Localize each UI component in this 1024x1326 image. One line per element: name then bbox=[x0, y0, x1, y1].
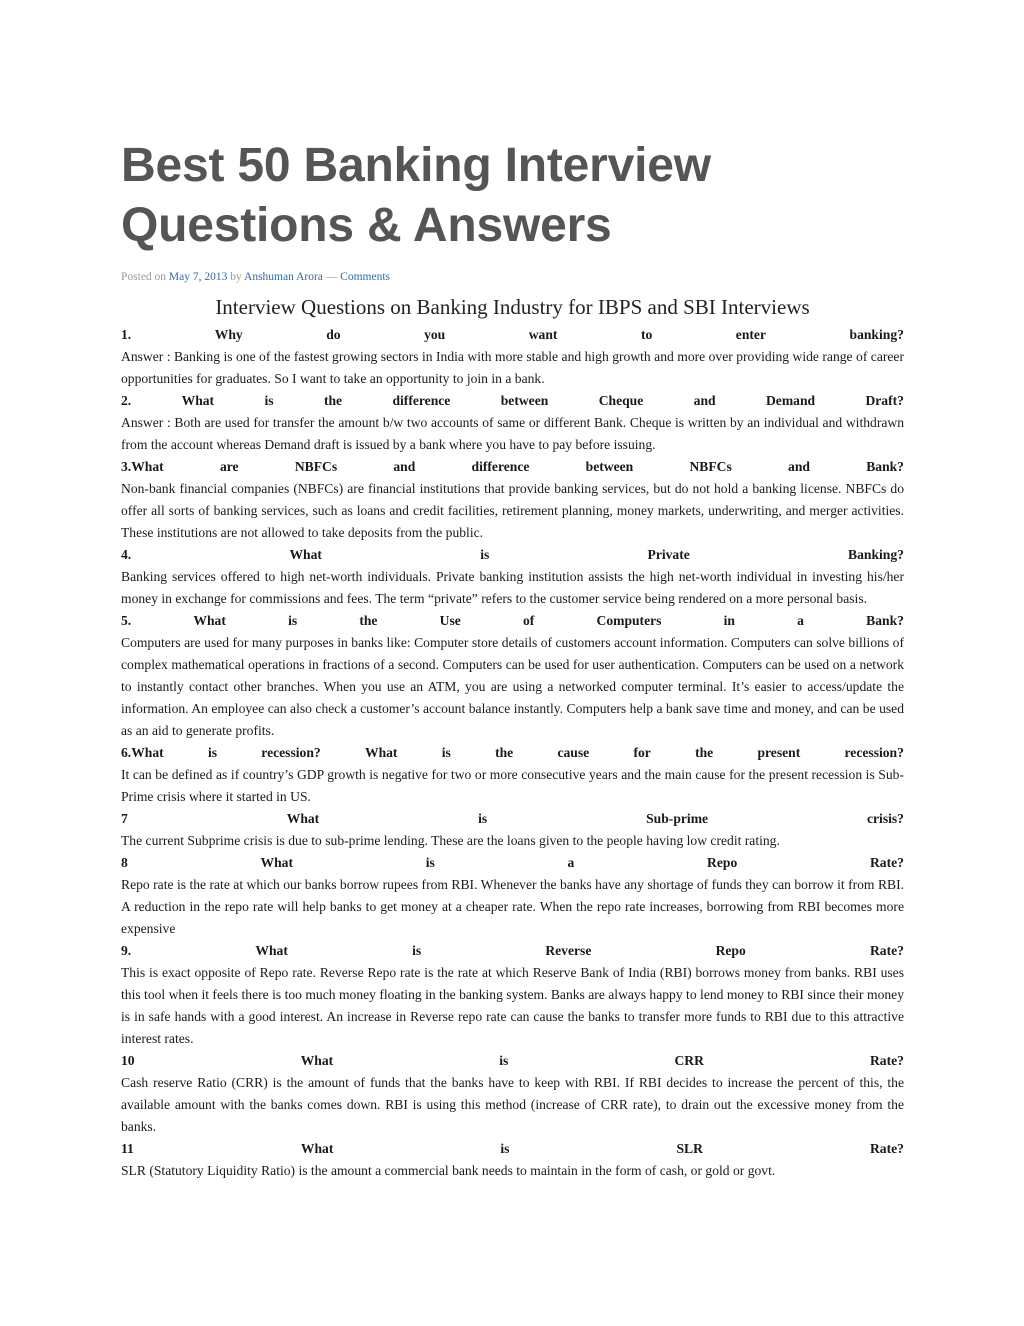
question-heading bbox=[121, 808, 904, 830]
comments-link[interactable]: Comments bbox=[340, 271, 390, 283]
question-word: is bbox=[441, 745, 451, 760]
post-meta bbox=[121, 268, 904, 286]
question-word: NBFCs bbox=[689, 459, 732, 474]
article bbox=[121, 136, 904, 1182]
question-word: between bbox=[500, 393, 549, 408]
answer-text: This is exact opposite of Repo rate. Reverse Repo rate is the rate at which Reserve Bank of India (RBI) borrows money from banks. RBI uses this tool when it feels there is too much money floating in the banking system. Banks are always happy to lend money to RBI since their money is in safe hands with a good interest. An increase in Reverse repo rate can cause the banks to transfer more funds to RBI due to this attractive interest rates. bbox=[121, 965, 904, 1046]
question-word: is bbox=[207, 745, 218, 760]
question-word: What bbox=[289, 547, 322, 562]
question-word: 6.What bbox=[121, 745, 164, 760]
question-word: What bbox=[181, 393, 215, 408]
question-word: the bbox=[695, 745, 714, 760]
question-word: are bbox=[219, 459, 239, 474]
question-word: 1. bbox=[121, 327, 132, 342]
question-word: crisis? bbox=[866, 811, 904, 826]
answer-text: Repo rate is the rate at which our banks borrow rupees from RBI. Whenever the banks have any shortage of funds they can borrow it from RBI. A reduction in the repo rate will help banks to get money at a cheaper rate. When the repo rate increases, borrowing from RBI becomes more expensive bbox=[121, 877, 904, 936]
title-line-2: Questions & Answers bbox=[121, 199, 612, 252]
question-word: the bbox=[495, 745, 514, 760]
qa-list bbox=[121, 324, 904, 1182]
question-word: you bbox=[424, 327, 446, 342]
question-word: and bbox=[693, 393, 716, 408]
question-word: in bbox=[723, 613, 735, 628]
question-word: and bbox=[788, 459, 810, 474]
question-word: SLR bbox=[676, 1141, 703, 1156]
answer-text: Answer : Banking is one of the fastest growing sectors in India with more stable and high growth and more over providing wide range of career opportunities for graduates. So I want to take an opportunity to join in a bank. bbox=[121, 349, 904, 386]
question-word: enter bbox=[735, 327, 766, 342]
question-word: Rate? bbox=[869, 1141, 904, 1156]
question-word: 11 bbox=[121, 1141, 134, 1156]
question-heading bbox=[121, 324, 904, 346]
question-word: What bbox=[300, 1141, 334, 1156]
question-heading bbox=[121, 742, 904, 764]
question-word: Repo bbox=[707, 855, 738, 870]
question-heading bbox=[121, 852, 904, 874]
question-word: cause bbox=[557, 745, 590, 760]
question-word: is bbox=[500, 1141, 510, 1156]
question-word: is bbox=[264, 393, 274, 408]
question-word: Draft? bbox=[865, 393, 904, 408]
question-word: 9. bbox=[121, 943, 132, 958]
question-word: 3.What bbox=[121, 459, 164, 474]
question-word: 5. bbox=[121, 613, 132, 628]
question-word: What bbox=[286, 811, 320, 826]
question-word: recession? bbox=[844, 745, 904, 760]
question-word: banking? bbox=[849, 327, 904, 342]
question-word: Repo bbox=[715, 943, 746, 958]
article-subtitle: Interview Questions on Banking Industry for IBPS and SBI Interviews bbox=[215, 295, 810, 319]
question-word: want bbox=[528, 327, 558, 342]
answer-text: Cash reserve Ratio (CRR) is the amount of funds that the banks have to keep with RBI. If RBI decides to increase the percent of this, the available amount with the banks comes down. RBI is using this method (increase of CRR rate), to drain out the excessive money from the banks. bbox=[121, 1075, 904, 1134]
question-word: Use bbox=[439, 613, 461, 628]
question-word: Bank? bbox=[866, 613, 904, 628]
question-word: is bbox=[425, 855, 435, 870]
question-word: 7 bbox=[121, 811, 128, 826]
question-heading bbox=[121, 940, 904, 962]
question-word: Private bbox=[647, 547, 690, 562]
question-word: Computers bbox=[596, 613, 662, 628]
question-word: of bbox=[522, 613, 535, 628]
question-word: Rate? bbox=[869, 943, 904, 958]
post-date-link[interactable]: May 7, 2013 bbox=[168, 271, 228, 283]
question-heading bbox=[121, 544, 904, 566]
question-word: NBFCs bbox=[294, 459, 338, 474]
question-word: the bbox=[359, 613, 378, 628]
question-word: Rate? bbox=[869, 1053, 904, 1068]
question-word: is bbox=[480, 547, 490, 562]
question-word: recession? bbox=[261, 745, 321, 760]
question-word: 10 bbox=[121, 1053, 135, 1068]
answer-text: Non-bank financial companies (NBFCs) are financial institutions that provide banking services, but do not hold a banking license. NBFCs do offer all sorts of banking services, such as loans and credit facilities, retirement planning, money markets, underwriting, and merger activities. These institutions are not allowed to take deposits from the public. bbox=[121, 481, 904, 540]
by-label: by bbox=[230, 271, 242, 283]
question-word: What bbox=[364, 745, 398, 760]
question-word: 2. bbox=[121, 393, 132, 408]
question-word: is bbox=[412, 943, 422, 958]
title-line-1: Best 50 Banking Interview bbox=[121, 139, 711, 192]
answer-text: Computers are used for many purposes in banks like: Computer store details of customers account information. Computers can solve billions of complex mathematical operations in fractions of a second. Computers can be used for user authentication. Computers can be used on a network to instantly contact other branches. When you use an ATM, you are using a networked computer terminal. It’s easier to access/update the information. An employee can also check a customer’s account balance instantly. Computers help a bank save time and money, and can be used as an aid to generate profits. bbox=[121, 635, 904, 738]
meta-separator: — bbox=[325, 271, 338, 283]
question-heading bbox=[121, 456, 904, 478]
answer-text: Banking services offered to high net-worth individuals. Private banking institution assists the high net-worth individual in investing his/her money in exchange for commissions and fees. The term “private” refers to the customer service being rendered on a more personal basis. bbox=[121, 569, 904, 606]
question-word: and bbox=[393, 459, 416, 474]
question-word: Demand bbox=[765, 393, 816, 408]
question-word: do bbox=[326, 327, 341, 342]
question-word: is bbox=[499, 1053, 509, 1068]
question-word: for bbox=[633, 745, 651, 760]
answer-text: SLR (Statutory Liquidity Ratio) is the amount a commercial bank needs to maintain in the form of cash, or gold or govt. bbox=[121, 1163, 776, 1178]
question-word: to bbox=[640, 327, 653, 342]
question-word: 8 bbox=[121, 855, 128, 870]
question-heading bbox=[121, 1138, 904, 1160]
question-word: a bbox=[797, 613, 804, 628]
question-word: Cheque bbox=[598, 393, 644, 408]
question-word: Rate? bbox=[869, 855, 904, 870]
question-word: is bbox=[478, 811, 488, 826]
question-word: difference bbox=[392, 393, 451, 408]
question-word: present bbox=[757, 745, 801, 760]
question-word: difference bbox=[471, 459, 530, 474]
question-word: the bbox=[323, 393, 343, 408]
question-heading bbox=[121, 610, 904, 632]
question-heading bbox=[121, 390, 904, 412]
question-word: Why bbox=[214, 327, 243, 342]
question-word: What bbox=[260, 855, 293, 870]
question-word: between bbox=[585, 459, 634, 474]
question-word: CRR bbox=[674, 1053, 704, 1068]
question-word: Sub-prime bbox=[646, 811, 709, 826]
question-heading bbox=[121, 1050, 904, 1072]
question-word: What bbox=[255, 943, 288, 958]
page-title bbox=[121, 136, 904, 256]
question-word: Banking? bbox=[848, 547, 904, 562]
question-word: What bbox=[300, 1053, 334, 1068]
question-word: 4. bbox=[121, 547, 132, 562]
question-word: is bbox=[288, 613, 298, 628]
question-word: a bbox=[567, 855, 575, 870]
author-link[interactable]: Anshuman Arora bbox=[244, 271, 323, 283]
answer-text: The current Subprime crisis is due to sub-prime lending. These are the loans given to the people having low credit rating. bbox=[121, 833, 780, 848]
question-word: Reverse bbox=[545, 943, 592, 958]
question-word: What bbox=[193, 613, 226, 628]
answer-text: Answer : Both are used for transfer the amount b/w two accounts of same or different Bank. Cheque is written by an individual and withdrawn from the account whereas Demand draft is issued by a bank where you have to pay before issuing. bbox=[121, 415, 904, 452]
answer-text: It can be defined as if country’s GDP growth is negative for two or more consecutive years and the main cause for the present recession is Sub-Prime crisis where it started in US. bbox=[121, 767, 904, 804]
posted-on-label: Posted on bbox=[121, 271, 167, 283]
question-word: Bank? bbox=[866, 459, 904, 474]
